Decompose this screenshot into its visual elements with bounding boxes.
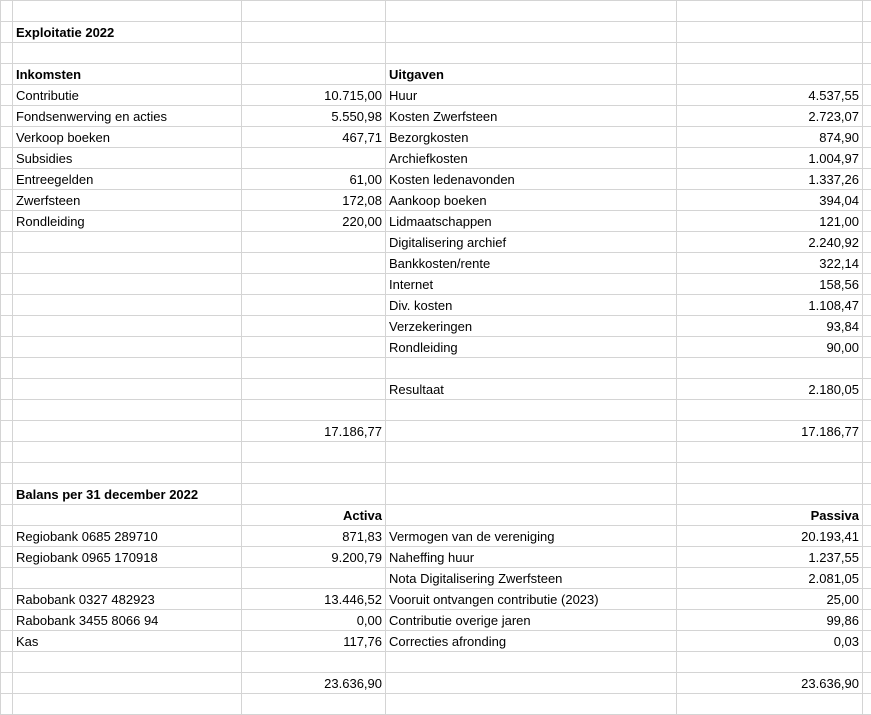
table-row <box>1 337 871 358</box>
blank-cell <box>386 505 677 526</box>
table-row <box>1 547 871 568</box>
uitgaven-amount <box>677 400 863 421</box>
activa-label: Rabobank 0327 482923 <box>13 589 242 610</box>
uitgaven-label: Digitalisering archief <box>386 232 677 253</box>
row-gutter <box>1 22 13 43</box>
table-row <box>1 274 871 295</box>
row-gutter <box>1 547 13 568</box>
row-tail <box>863 358 871 379</box>
row-tail <box>863 463 871 484</box>
blank-cell <box>386 43 677 64</box>
activa-header: Activa <box>242 505 386 526</box>
row-gutter <box>1 694 13 715</box>
passiva-amount: 1.237,55 <box>677 547 863 568</box>
blank-cell <box>386 673 677 694</box>
inkomsten-label <box>13 232 242 253</box>
uitgaven-label: Lidmaatschappen <box>386 211 677 232</box>
uitgaven-amount: 1.337,26 <box>677 169 863 190</box>
blank-cell <box>242 22 386 43</box>
activa-amount: 9.200,79 <box>242 547 386 568</box>
uitgaven-label: Internet <box>386 274 677 295</box>
row-gutter <box>1 316 13 337</box>
inkomsten-label: Contributie <box>13 85 242 106</box>
row-gutter <box>1 148 13 169</box>
row-tail <box>863 484 871 505</box>
row-gutter <box>1 610 13 631</box>
row-gutter <box>1 358 13 379</box>
row-gutter <box>1 106 13 127</box>
activa-label: Regiobank 0685 289710 <box>13 526 242 547</box>
uitgaven-label <box>386 358 677 379</box>
inkomsten-label: Zwerfsteen <box>13 190 242 211</box>
row-gutter <box>1 589 13 610</box>
exploitatie-title-row <box>1 22 871 43</box>
row-gutter <box>1 400 13 421</box>
row-gutter <box>1 85 13 106</box>
uitgaven-header: Uitgaven <box>386 64 677 85</box>
row-tail <box>863 442 871 463</box>
table-row <box>1 127 871 148</box>
uitgaven-label: Div. kosten <box>386 295 677 316</box>
inkomsten-label <box>13 358 242 379</box>
table-row <box>1 400 871 421</box>
row-gutter <box>1 211 13 232</box>
blank-cell <box>242 694 386 715</box>
table-row <box>1 190 871 211</box>
balans-header-row <box>1 505 871 526</box>
activa-amount <box>242 568 386 589</box>
uitgaven-label: Kosten ledenavonden <box>386 169 677 190</box>
uitgaven-amount: 158,56 <box>677 274 863 295</box>
row-gutter <box>1 379 13 400</box>
row-tail <box>863 337 871 358</box>
row-tail <box>863 211 871 232</box>
uitgaven-label: Bankkosten/rente <box>386 253 677 274</box>
inkomsten-amount: 10.715,00 <box>242 85 386 106</box>
balans-total-passiva: 23.636,90 <box>677 673 863 694</box>
passiva-label: Correcties afronding <box>386 631 677 652</box>
inkomsten-amount <box>242 316 386 337</box>
uitgaven-amount: 121,00 <box>677 211 863 232</box>
inkomsten-label <box>13 337 242 358</box>
row-tail <box>863 316 871 337</box>
inkomsten-amount: 220,00 <box>242 211 386 232</box>
passiva-amount: 20.193,41 <box>677 526 863 547</box>
row-tail <box>863 400 871 421</box>
exploitatie-title: Exploitatie 2022 <box>13 22 242 43</box>
inkomsten-amount <box>242 337 386 358</box>
uitgaven-amount: 322,14 <box>677 253 863 274</box>
row-tail <box>863 652 871 673</box>
uitgaven-label: Kosten Zwerfsteen <box>386 106 677 127</box>
uitgaven-amount: 394,04 <box>677 190 863 211</box>
inkomsten-amount <box>242 253 386 274</box>
row-gutter <box>1 232 13 253</box>
spacer-row <box>1 442 871 463</box>
table-row <box>1 295 871 316</box>
row-tail <box>863 127 871 148</box>
uitgaven-label: Huur <box>386 85 677 106</box>
uitgaven-label: Rondleiding <box>386 337 677 358</box>
grid-body <box>1 1 871 715</box>
table-row <box>1 358 871 379</box>
uitgaven-label: Archiefkosten <box>386 148 677 169</box>
blank-cell <box>386 22 677 43</box>
row-gutter <box>1 43 13 64</box>
blank-cell <box>13 43 242 64</box>
passiva-label: Vooruit ontvangen contributie (2023) <box>386 589 677 610</box>
row-tail <box>863 190 871 211</box>
blank-cell <box>677 484 863 505</box>
table-row <box>1 253 871 274</box>
row-tail <box>863 631 871 652</box>
row-gutter <box>1 652 13 673</box>
row-tail <box>863 568 871 589</box>
inkomsten-label <box>13 316 242 337</box>
blank-cell <box>677 694 863 715</box>
resultaat-amount: 2.180,05 <box>677 379 863 400</box>
blank-cell <box>242 43 386 64</box>
inkomsten-amount: 172,08 <box>242 190 386 211</box>
row-tail <box>863 505 871 526</box>
inkomsten-amount <box>242 274 386 295</box>
row-tail <box>863 253 871 274</box>
inkomsten-amount: 5.550,98 <box>242 106 386 127</box>
row-tail <box>863 295 871 316</box>
uitgaven-amount: 2.240,92 <box>677 232 863 253</box>
passiva-amount <box>677 652 863 673</box>
row-gutter <box>1 337 13 358</box>
inkomsten-label <box>13 379 242 400</box>
row-tail <box>863 547 871 568</box>
uitgaven-amount <box>677 358 863 379</box>
table-row <box>1 232 871 253</box>
inkomsten-label: Entreegelden <box>13 169 242 190</box>
uitgaven-label <box>386 400 677 421</box>
blank-cell <box>13 463 242 484</box>
table-row <box>1 148 871 169</box>
resultaat-label: Resultaat <box>386 379 677 400</box>
inkomsten-amount <box>242 232 386 253</box>
row-tail <box>863 1 871 22</box>
inkomsten-label: Fondsenwerving en acties <box>13 106 242 127</box>
blank-cell <box>677 64 863 85</box>
blank-cell <box>13 421 242 442</box>
row-tail <box>863 526 871 547</box>
inkomsten-label: Rondleiding <box>13 211 242 232</box>
inkomsten-label <box>13 400 242 421</box>
blank-cell <box>13 673 242 694</box>
exploitatie-total-row <box>1 421 871 442</box>
exploitatie-header-row <box>1 64 871 85</box>
row-gutter <box>1 505 13 526</box>
blank-cell <box>386 463 677 484</box>
uitgaven-label: Verzekeringen <box>386 316 677 337</box>
row-tail <box>863 43 871 64</box>
table-row <box>1 379 871 400</box>
inkomsten-amount <box>242 379 386 400</box>
activa-label: Rabobank 3455 8066 94 <box>13 610 242 631</box>
row-tail <box>863 589 871 610</box>
uitgaven-amount: 4.537,55 <box>677 85 863 106</box>
row-tail <box>863 169 871 190</box>
row-gutter <box>1 568 13 589</box>
balans-title-row <box>1 484 871 505</box>
blank-cell <box>677 22 863 43</box>
blank-cell <box>677 43 863 64</box>
balans-title: Balans per 31 december 2022 <box>13 484 242 505</box>
inkomsten-amount <box>242 400 386 421</box>
row-gutter <box>1 631 13 652</box>
spacer-row <box>1 43 871 64</box>
inkomsten-amount <box>242 295 386 316</box>
activa-amount: 871,83 <box>242 526 386 547</box>
activa-amount: 0,00 <box>242 610 386 631</box>
activa-amount <box>242 652 386 673</box>
row-gutter <box>1 253 13 274</box>
passiva-amount: 2.081,05 <box>677 568 863 589</box>
table-row <box>1 631 871 652</box>
uitgaven-amount: 2.723,07 <box>677 106 863 127</box>
blank-cell <box>242 1 386 22</box>
blank-cell <box>242 463 386 484</box>
inkomsten-label <box>13 274 242 295</box>
row-gutter <box>1 127 13 148</box>
exploitatie-total-inkomsten: 17.186,77 <box>242 421 386 442</box>
blank-cell <box>386 484 677 505</box>
blank-cell <box>677 1 863 22</box>
uitgaven-label: Bezorgkosten <box>386 127 677 148</box>
blank-cell <box>13 694 242 715</box>
blank-cell <box>13 442 242 463</box>
blank-cell <box>242 64 386 85</box>
inkomsten-amount <box>242 358 386 379</box>
row-tail <box>863 232 871 253</box>
inkomsten-amount <box>242 148 386 169</box>
balans-total-row <box>1 673 871 694</box>
blank-cell <box>386 694 677 715</box>
row-gutter <box>1 421 13 442</box>
blank-cell <box>386 442 677 463</box>
row-tail <box>863 148 871 169</box>
passiva-amount: 0,03 <box>677 631 863 652</box>
passiva-header: Passiva <box>677 505 863 526</box>
row-tail <box>863 694 871 715</box>
blank-cell <box>242 484 386 505</box>
row-gutter <box>1 442 13 463</box>
row-tail <box>863 22 871 43</box>
row-gutter <box>1 64 13 85</box>
row-tail <box>863 610 871 631</box>
table-row <box>1 568 871 589</box>
inkomsten-label: Verkoop boeken <box>13 127 242 148</box>
row-gutter <box>1 1 13 22</box>
row-gutter <box>1 484 13 505</box>
inkomsten-amount: 61,00 <box>242 169 386 190</box>
row-gutter <box>1 526 13 547</box>
blank-cell <box>677 442 863 463</box>
row-gutter <box>1 673 13 694</box>
uitgaven-amount: 90,00 <box>677 337 863 358</box>
activa-amount: 13.446,52 <box>242 589 386 610</box>
row-gutter <box>1 463 13 484</box>
blank-cell <box>677 463 863 484</box>
row-tail <box>863 64 871 85</box>
activa-label <box>13 568 242 589</box>
passiva-label: Naheffing huur <box>386 547 677 568</box>
spacer-row <box>1 463 871 484</box>
blank-cell <box>13 505 242 526</box>
blank-cell <box>13 1 242 22</box>
passiva-label: Vermogen van de vereniging <box>386 526 677 547</box>
blank-cell <box>242 442 386 463</box>
uitgaven-amount: 93,84 <box>677 316 863 337</box>
table-row <box>1 526 871 547</box>
row-tail <box>863 85 871 106</box>
uitgaven-amount: 1.108,47 <box>677 295 863 316</box>
row-tail <box>863 673 871 694</box>
row-gutter <box>1 190 13 211</box>
inkomsten-header: Inkomsten <box>13 64 242 85</box>
row-tail <box>863 106 871 127</box>
row-gutter <box>1 295 13 316</box>
inkomsten-label: Subsidies <box>13 148 242 169</box>
table-row <box>1 211 871 232</box>
activa-label <box>13 652 242 673</box>
blank-cell <box>386 421 677 442</box>
passiva-amount: 25,00 <box>677 589 863 610</box>
activa-label: Regiobank 0965 170918 <box>13 547 242 568</box>
spacer-row <box>1 1 871 22</box>
passiva-amount: 99,86 <box>677 610 863 631</box>
table-row <box>1 316 871 337</box>
table-row <box>1 106 871 127</box>
row-gutter <box>1 274 13 295</box>
table-row <box>1 610 871 631</box>
balans-total-activa: 23.636,90 <box>242 673 386 694</box>
activa-amount: 117,76 <box>242 631 386 652</box>
passiva-label: Contributie overige jaren <box>386 610 677 631</box>
inkomsten-label <box>13 295 242 316</box>
inkomsten-amount: 467,71 <box>242 127 386 148</box>
row-tail <box>863 421 871 442</box>
table-row <box>1 652 871 673</box>
table-row <box>1 169 871 190</box>
table-row <box>1 589 871 610</box>
exploitatie-total-uitgaven: 17.186,77 <box>677 421 863 442</box>
spacer-row <box>1 694 871 715</box>
uitgaven-label: Aankoop boeken <box>386 190 677 211</box>
passiva-label: Nota Digitalisering Zwerfsteen <box>386 568 677 589</box>
table-row <box>1 85 871 106</box>
blank-cell <box>386 1 677 22</box>
row-tail <box>863 379 871 400</box>
row-gutter <box>1 169 13 190</box>
uitgaven-amount: 874,90 <box>677 127 863 148</box>
uitgaven-amount: 1.004,97 <box>677 148 863 169</box>
row-tail <box>863 274 871 295</box>
passiva-label <box>386 652 677 673</box>
inkomsten-label <box>13 253 242 274</box>
activa-label: Kas <box>13 631 242 652</box>
